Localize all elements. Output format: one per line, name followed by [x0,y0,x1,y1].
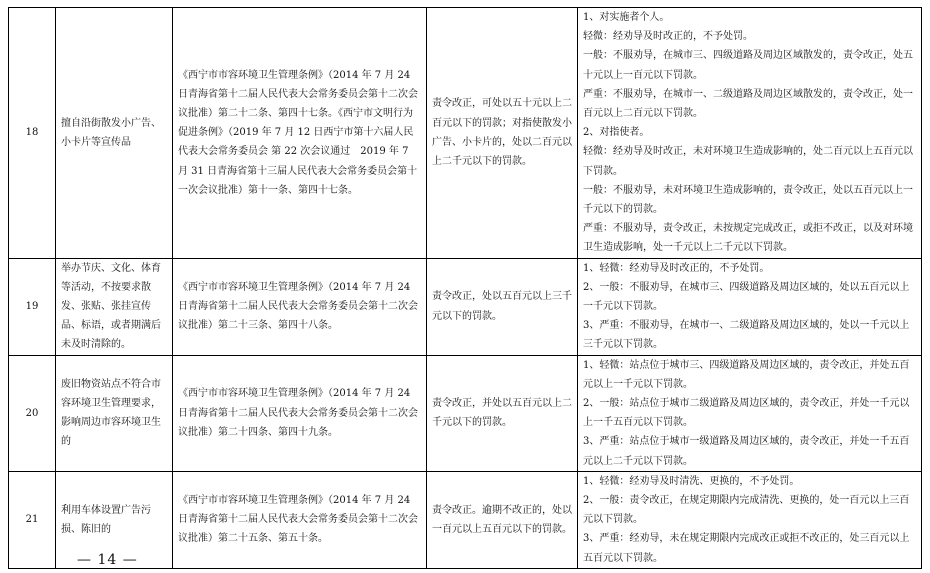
standard-line: 3、严重：不服劝导，在城市一、二级道路及周边区域的，处以一千元以上三千元以下罚款。 [583,320,910,351]
page-number: — 14 — [77,552,138,568]
standard-line: 1、对实施者个人。 [583,12,670,23]
row-number: 21 [9,471,56,568]
row-number: 18 [9,8,56,259]
standard-line: 1、轻微：经劝导及时清洗、更换的，不予处罚。 [583,475,800,487]
discretion-standard [578,258,922,355]
table-row [9,8,922,259]
violation-item: 废旧物资站点不符合市容环境卫生管理要求，影响周边市容环境卫生的 [56,355,173,471]
standard-line: 2、一般：责令改正，在规定期限内完成清洗、更换的，处一百元以上三百元以下罚款。 [583,495,910,526]
standard-line: 一般：不服劝导，未对环境卫生造成影响的，责令改正，处以五百元以上一千元以下的罚款。 [583,184,913,216]
penalty-provision: 责令改正，处以五百元以上三千元以下的罚款。 [427,258,578,355]
standard-line: 2、一般：站点位于城市二级道路及周边区域的，责令改正，并处一千元以上一千五百元以下罚款。 [583,398,910,429]
penalty-provision: 责令改正，并处以五百元以上二千元以下的罚款。 [427,355,578,471]
discretion-standard [578,355,922,471]
standard-line: 1、轻微：站点位于城市三、四级道路及周边区域的，责令改正，并处五百元以上一千元以下罚款。 [583,359,910,390]
row-number: 19 [9,258,56,355]
legal-basis: 《西宁市市容环境卫生管理条例》（2014 年 7 月 24 日青海省第十二届人民代表大会常务委员会第十二次会议批准）第二十二条、第四十七条。《西宁市文明行为促进条例》（2019 年 7 月 12 日西宁市第十六届人民代表大会常务委员会 第 22 次会议通过 2019 年 7 月 31 日青海省第十三届人民代表大会常务委员会第十一次会议批准）第十一条、第四十七条。 [173,8,427,259]
standard-line: 1、轻微：经劝导及时改正的，不予处罚。 [583,262,770,274]
standard-line: 一般：不服劝导，在城市三、四级道路及周边区域散发的，责令改正，处五十元以上一百元以下罚款。 [583,50,913,81]
legal-basis: 《西宁市市容环境卫生管理条例》（2014 年 7 月 24 日青海省第十二届人民代表大会常务委员会第十二次会议批准）第二十四条、第四十九条。 [173,355,427,471]
violation-item: 擅自沿街散发小广告、小卡片等宣传品 [56,8,173,259]
table-row [9,355,922,471]
standard-line: 3、严重：站点位于城市一级道路及周边区域的，责令改正，并处一千五百元以上二千元以下罚款。 [583,436,910,467]
standard-line: 轻微：经劝导及时改正，未对环境卫生造成影响的，处二百元以上五百元以下罚款。 [583,146,913,177]
legal-basis: 《西宁市市容环境卫生管理条例》（2014 年 7 月 24 日青海省第十二届人民代表大会常务委员会第十二次会议批准）第二十三条、第四十八条。 [173,258,427,355]
penalty-provision: 责令改正，可处以五十元以上二百元以下的罚款；对指使散发小广告、小卡片的，处以二百元以上二千元以下的罚款。 [427,8,578,259]
standard-line: 轻微：经劝导及时改正的，不予处罚。 [583,31,753,43]
standard-line: 严重：不服劝导，责令改正，未按规定完成改正，或拒不改正，以及对环境卫生造成影响，处一千元以上二千元以下罚款。 [583,223,913,254]
penalty-standard-table [8,7,922,569]
violation-item: 举办节庆、文化、体育等活动，不按要求散发、张贴、张挂宣传品、标语，或者期满后未及时清除的。 [56,258,173,355]
table-row [9,471,922,568]
penalty-provision: 责令改正。逾期不改正的，处以一百元以上五百元以下的罚款。 [427,471,578,568]
standard-line: 3、严重：经劝导，未在规定期限内完成改正或拒不改正的，处三百元以上五百元以下罚款。 [583,533,910,564]
document-page [8,7,921,569]
standard-line: 严重：不服劝导，在城市一、二级道路及周边区域散发的，责令改正，处一百元以上二百元以下罚款。 [583,88,913,120]
legal-basis: 《西宁市市容环境卫生管理条例》（2014 年 7 月 24 日青海省第十二届人民代表大会常务委员会第十二次会议批准）第二十五条、第五十条。 [173,471,427,568]
standard-line: 2、一般：不服劝导，在城市三、四级道路及周边区域的，处以五百元以上一千元以下罚款。 [583,281,910,313]
standard-line: 2、对指使者。 [583,127,650,139]
discretion-standard [578,471,922,568]
row-number: 20 [9,355,56,471]
discretion-standard [578,8,922,259]
table-row [9,258,922,355]
violation-item: 利用车体设置广告污损、陈旧的 [56,471,173,568]
